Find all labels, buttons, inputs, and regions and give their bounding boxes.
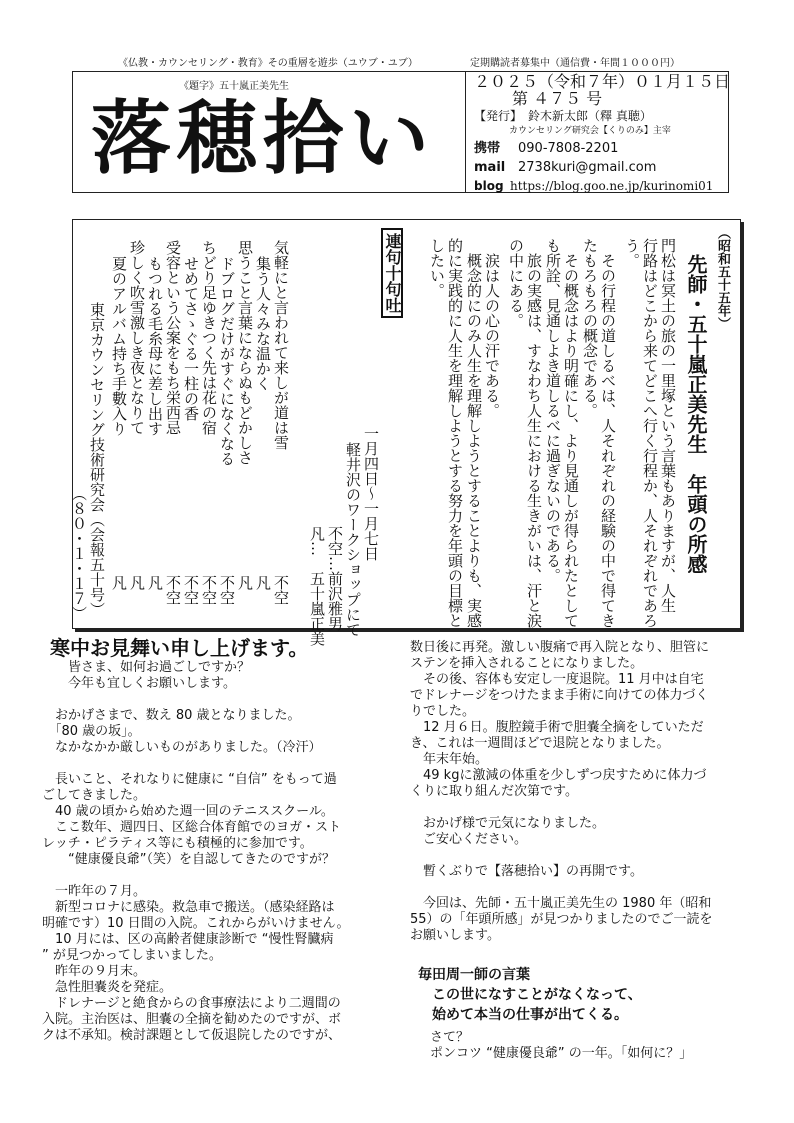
article-line: も所詮、見通しよき道しるべに過ぎないのである。	[544, 238, 562, 583]
text-line: 40 歳の頃から始めた週一回のテニススクール。	[42, 804, 334, 819]
verse: 気軽にと言われて来しが道は雪	[272, 240, 290, 450]
quote-block	[418, 965, 642, 1025]
closing-line: ポンコツ “健康優良爺” の一年。「如何に？」	[430, 1046, 693, 1061]
text-line: ” が見つかってしまいました。	[42, 948, 222, 963]
renku-member: 不空…前沢雅男	[326, 526, 344, 631]
verse-author: 凡	[236, 575, 254, 590]
article-line: たもろもろの概念である。	[581, 238, 599, 418]
text-line: 数日後に再発。激しい腹痛で再入院となり、胆管に	[410, 640, 710, 655]
article-line: 行路はどこから来てどこへ行く行程か、人それぞれであろ	[641, 238, 659, 628]
article-title: 先師・五十嵐正美先生 年頭の所感	[684, 254, 708, 574]
verse: ちどり足ゆきつく先は花の宿	[200, 240, 218, 435]
newsletter-title: 落穂拾い	[91, 91, 435, 185]
issue-number: 第 ４７５ 号	[512, 89, 603, 108]
top-right-tagline: 定期購読者募集中（通信費・年間１０００円）	[470, 58, 680, 69]
text-line: その後、容体も安定し一度退院。11 月中は自宅	[410, 672, 704, 687]
phone-label: 携帯	[474, 141, 501, 156]
article-line: 門松は冥土の旅の一里塚という言葉もありますが、人生	[659, 238, 677, 613]
right-column	[410, 640, 713, 944]
text-line	[42, 868, 349, 884]
article-line: の中にある。	[507, 238, 525, 328]
verse: 受容という公案をもち栄西忌	[164, 240, 182, 435]
text-line: ご安心ください。	[410, 832, 528, 847]
article-line: 涙は人の心の汗である。	[483, 238, 501, 418]
mail-row	[474, 158, 726, 177]
text-line: 新型コロナに感染。救急車で搬送。（感染経路は	[42, 900, 335, 915]
renku-venue: 軽井沢のワークショップにて	[344, 442, 362, 637]
vertical-article-box	[70, 219, 741, 646]
text-line	[42, 756, 349, 772]
text-line: き、これは一週間ほどで退院となりました。	[410, 736, 670, 751]
blog-url[interactable]: https://blog.goo.ne.jp/kurinomi01	[510, 179, 714, 193]
closing	[430, 1030, 692, 1062]
quote-label: 毎田周一師の言葉	[418, 967, 530, 983]
text-line: 今年も宜しくお願いします。	[42, 676, 236, 691]
closing-line: さて？	[430, 1030, 470, 1045]
renku-date: 一月四日～一月七日	[362, 426, 380, 561]
text-line: 年末年始。	[410, 752, 489, 767]
text-line: 昨年の９月末。	[42, 964, 147, 979]
blog-label: blog	[474, 179, 504, 193]
text-line	[410, 848, 713, 864]
verse: 思うこと言葉にならぬもどかしさ	[236, 240, 254, 465]
article-line: う。	[623, 238, 641, 268]
text-line: おかげ様で元気になりました。	[410, 816, 606, 831]
renku-title: 連句十句吐	[381, 228, 403, 318]
text-line: 長いこと、それなりに健康に “自信” をもって過	[42, 772, 337, 787]
article-line: 概念的にのみ人生を理解しようとすることよりも、実感	[465, 238, 483, 628]
text-line: 入院。主治医は、胆嚢の全摘を勧めたのですが、ボ	[42, 1012, 342, 1027]
text-line: なかなかか厳しいものがありました。（冷汗）	[42, 740, 322, 755]
source-org: 東京カウンセリング技術研究会（会報五十号）	[88, 302, 106, 617]
article-line: その概念はより明確にし、より見通しが得られたとして	[562, 238, 580, 628]
verse: 珍しく吹雪激しき夜となりて	[128, 240, 146, 435]
phone-row	[474, 139, 726, 158]
verse: もつれる毛糸母に差し出す	[146, 256, 164, 436]
text-line	[410, 800, 713, 816]
text-line: レッチ・ピラティス等にも積極的に参加です。	[42, 836, 313, 851]
text-line: 暫くぶりで【落穂拾い】の再開です。	[410, 864, 643, 879]
text-line: 皆さま、如何お過ごしですか？	[42, 660, 251, 675]
left-column	[42, 660, 349, 1044]
quote-line: この世になすことがなくなって、	[432, 987, 642, 1003]
top-left-tagline: 《仏教・カウンセリング・教育》その重層を遊歩（ユウブ・ユブ）	[118, 58, 418, 69]
text-line: 明確です）10 日間の入院。これからがいけません。	[42, 916, 350, 931]
verse: ドブログだけがすぐになくなる	[218, 256, 236, 466]
verse-author: 不空	[218, 575, 236, 605]
article-line: 旅の実感は、すなわち人生における生きがいは、汗と涙	[525, 238, 543, 628]
verse-author: 不空	[272, 575, 290, 605]
verse: 集う人々みな温かく	[254, 256, 272, 391]
mail-address[interactable]: 2738kuri@gmail.com	[518, 160, 657, 175]
verse-author: 凡	[254, 575, 272, 590]
text-line: 12 月６日。腹腔鏡手術で胆嚢全摘をしていただ	[410, 720, 704, 735]
text-line	[410, 880, 713, 896]
verse-author: 不空	[164, 575, 182, 605]
verse-author: 凡	[128, 575, 146, 590]
column-label: （昭和五十五年）	[715, 226, 730, 330]
text-line: 今回は、先師・五十嵐正美先生の 1980 年（昭和	[410, 896, 712, 911]
text-line: “健康優良爺”（笑）を自認してきたのですが？	[42, 852, 335, 867]
verse: 夏のアルバム持ち手數入り	[110, 256, 128, 436]
text-line: お願いします。	[410, 928, 500, 943]
renku-member: 凡… 五十嵐正美	[308, 526, 326, 646]
verse-author: 凡	[146, 575, 164, 590]
text-line: 一昨年の７月。	[42, 884, 147, 899]
verse-author: 不空	[200, 575, 218, 605]
text-line: ドレナージと絶食からの食事療法により二週間の	[42, 996, 341, 1011]
text-line: 55）の「年頭所感」が見つかりましたのでご一読を	[410, 912, 713, 927]
masthead	[72, 71, 729, 193]
article-line: その行程の道しるべは、人それぞれの経験の中で得てき	[599, 238, 617, 628]
text-line: でドレナージをつけたまま手術に向けての体力づく	[410, 688, 709, 703]
text-line: クは不承知。検討課題として仮退院したのですが、	[42, 1028, 342, 1043]
text-line: くりに取り組んだ次第です。	[410, 784, 578, 799]
text-line: ステンを挿入されることになりました。	[410, 656, 644, 671]
organization: カウンセリング研究会【くりのみ】主宰	[509, 126, 671, 136]
article-line: 的に実践的に人生を理解しようとする努力を年頭の目標と	[446, 238, 464, 628]
text-line: 「80 歳の坂」。	[42, 724, 141, 739]
publisher: 【発行】 鈴木新太郎（釋 真聴）	[474, 109, 652, 123]
blog-row	[474, 177, 726, 196]
text-line: おかげさまで、数え 80 歳となりました。	[42, 708, 301, 723]
text-line: ごしてきました。	[42, 788, 147, 803]
verse: せめてさゝぐる一柱の香	[182, 256, 200, 421]
source-date: （８０・１・１７）	[70, 486, 88, 621]
mail-label: mail	[474, 160, 506, 175]
calligrapher-credit: 《題字》五十嵐正美先生	[179, 81, 289, 92]
text-line	[42, 692, 349, 708]
issue-date: ２０２５（令和７年）０１月１５日	[474, 72, 731, 91]
phone-number: 090-7808-2201	[518, 141, 619, 156]
verse-author: 不空	[182, 575, 200, 605]
verse-author: 凡	[110, 575, 128, 590]
title-box	[73, 72, 466, 192]
text-line: 10 月には、区の高齢者健康診断で “慢性腎臓病	[42, 932, 334, 947]
text-line: ここ数年、週四日、区総合体育館でのヨガ・スト	[42, 820, 342, 835]
greeting-heading: 寒中お見舞い申し上げます。	[50, 636, 309, 660]
text-line: 49 kgに激減の体重を少しずつ戻すために体力づ	[410, 768, 707, 783]
quote-line: 始めて本当の仕事が出てくる。	[432, 1007, 628, 1023]
text-line: 急性胆嚢炎を発症。	[42, 980, 173, 995]
issue-info	[474, 72, 731, 196]
article-line: したい。	[428, 238, 446, 298]
text-line: りでした。	[410, 704, 476, 719]
